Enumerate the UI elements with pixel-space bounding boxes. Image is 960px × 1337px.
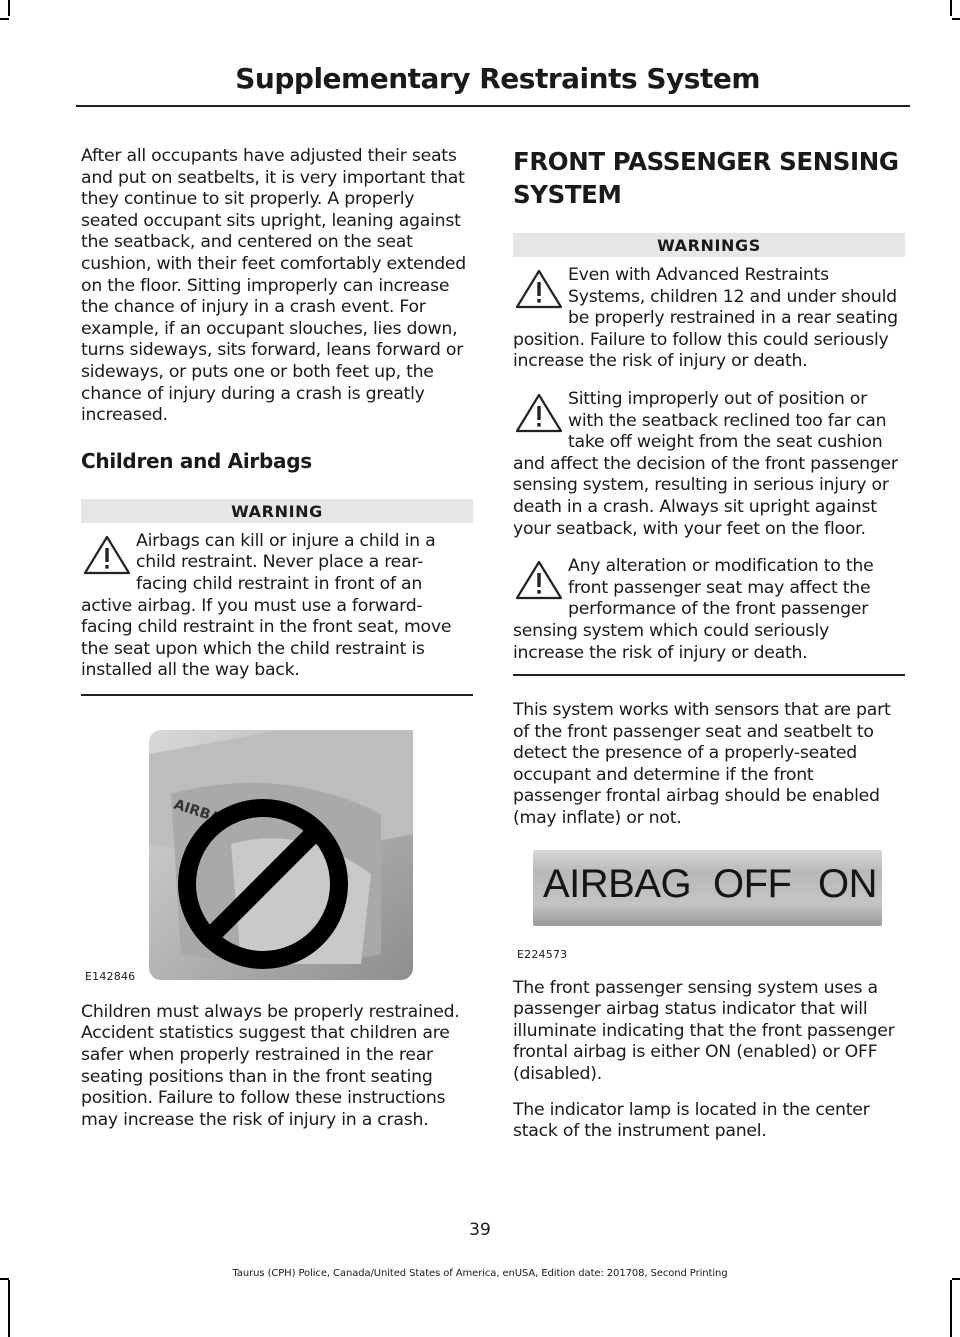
crop-mark bbox=[8, 0, 10, 16]
footer-text: Taurus (CPH) Police, Canada/United States of America, enUSA, Edition date: 201708, Second Printing bbox=[232, 1268, 728, 1279]
indicator-airbag-label: AIRBAG bbox=[543, 861, 692, 906]
warning-triangle-icon bbox=[81, 533, 133, 577]
child-seat-figure bbox=[81, 724, 473, 982]
warning-item bbox=[513, 389, 905, 540]
indicator-figure bbox=[513, 850, 905, 960]
warning-text: Airbags can kill or injure a child in a child restraint. Never place a rear-facing child restraint in front of an active airbag. If you must use a forward-facing child restraint in the front seat, move the seat upon which the child restraint is installed all the way back. bbox=[81, 530, 452, 681]
warning-item bbox=[513, 556, 905, 664]
page-number: 39 bbox=[469, 1220, 491, 1240]
warning-text: Even with Advanced Restraints Systems, children 12 and under should be properly restrained in a rear seating position. Failure to follow this could seriously increase the risk of injury or death. bbox=[513, 265, 898, 372]
warning-end-rule bbox=[513, 674, 905, 676]
crop-mark bbox=[950, 0, 952, 16]
crop-mark bbox=[0, 18, 9, 20]
warning-triangle-icon bbox=[513, 391, 565, 435]
warning-text: Sitting improperly out of position or with the seatback reclined too far can take off weight from the seat cushion and affect the decision of the front passenger sensing system, resulting in serious injury or death in a crash. Always sit upright against your seatback, with your feet on the floor. bbox=[513, 388, 898, 539]
indicator-off-label: OFF bbox=[713, 861, 792, 906]
airbag-label: AIRBAG bbox=[171, 796, 234, 831]
indicator-on-label: ON bbox=[818, 861, 877, 906]
crop-mark bbox=[950, 1280, 952, 1337]
intro-paragraph: After all occupants have adjusted their seats and put on seatbelts, it is very important that they continue to sit properly. A properly seated occupant sits upright, leaning against the seatback, and centered on the seat cushion, with their feet comfortably extended on the floor. Sitting improperly can increase the chance of injury in a crash event. For example, if an occupant slouches, lies down, turns sideways, sits forward, leans forward or sideways, or puts one or both feet up, the chance of injury during a crash is greatly increased. bbox=[81, 146, 467, 426]
warning-triangle-icon bbox=[513, 558, 565, 602]
child-restraint-illustration bbox=[81, 724, 473, 982]
closing-paragraph: Children must always be properly restrained. Accident statistics suggest that children are safer when properly restrained in the rear seating positions than in the front seating position. Failure to follow these instructions may increase the risk of injury in a crash. bbox=[81, 1001, 460, 1130]
warning-end-rule bbox=[81, 694, 473, 696]
left-column bbox=[81, 146, 473, 1145]
warnings-label: WARNINGS bbox=[513, 233, 905, 257]
location-paragraph: The indicator lamp is located in the center stack of the instrument panel. bbox=[513, 1099, 870, 1142]
figure-code: E142846 bbox=[85, 969, 136, 983]
warning-text: Any alteration or modification to the front passenger seat may affect the performance of the front passenger sensing system which could seriously increase the risk of injury or death. bbox=[513, 556, 874, 663]
crop-mark bbox=[8, 1280, 10, 1337]
figure-code: E224573 bbox=[517, 947, 568, 961]
crop-mark bbox=[952, 18, 960, 20]
warning-label: WARNING bbox=[81, 499, 473, 523]
warning-triangle-icon bbox=[513, 267, 565, 311]
warning-item bbox=[81, 531, 473, 682]
right-column bbox=[513, 146, 905, 1157]
page-title: Supplementary Restraints System bbox=[235, 62, 760, 95]
warning-item bbox=[513, 265, 905, 373]
children-airbags-heading: Children and Airbags bbox=[81, 448, 312, 473]
airbag-status-indicator bbox=[533, 850, 882, 926]
system-description: This system works with sensors that are part of the front passenger seat and seatbelt to detect the presence of a properly-seated occupant and determine if the front passenger frontal airbag should be enabled (may inflate) or not. bbox=[513, 700, 891, 829]
header-rule bbox=[76, 105, 910, 107]
indicator-paragraph: The front passenger sensing system uses a passenger airbag status indicator that will illuminate indicating that the front passenger frontal airbag is either ON (enabled) or OFF (disabled). bbox=[513, 977, 895, 1085]
section-heading: FRONT PASSENGER SENSING SYSTEM bbox=[513, 147, 899, 209]
